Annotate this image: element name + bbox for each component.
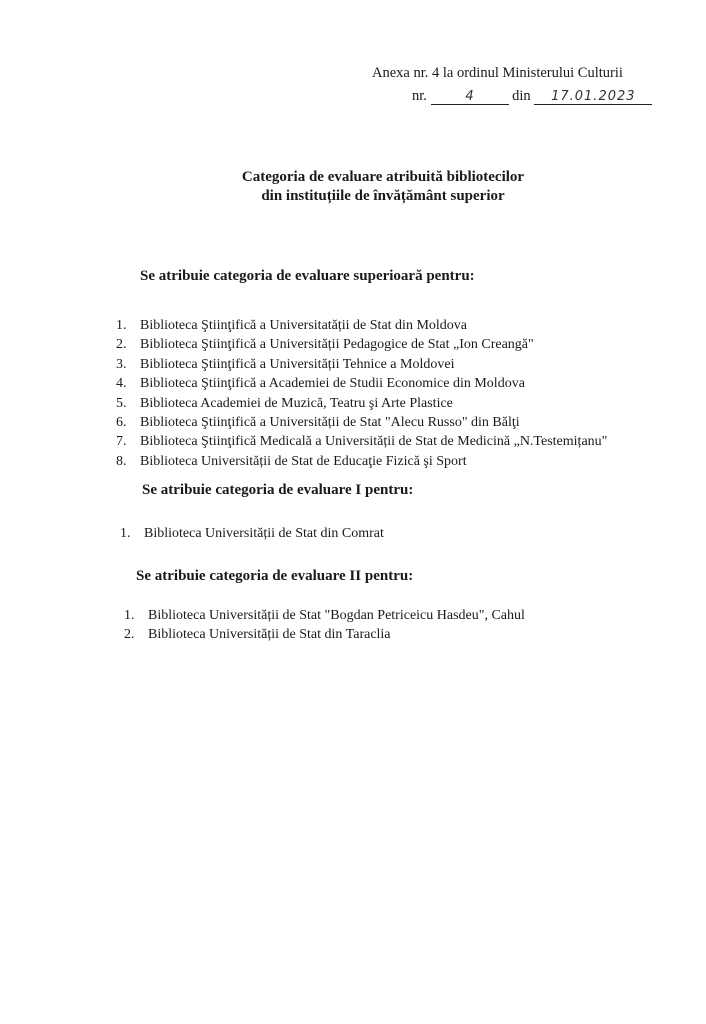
category-ii-library-list	[124, 606, 525, 645]
category-i-library-list	[120, 524, 384, 543]
list-item: 5. Biblioteca Academiei de Muzică, Teatru şi Arte Plastice	[116, 395, 453, 411]
annex-reference: Anexa nr. 4 la ordinul Ministerului Culturii	[372, 65, 623, 81]
list-item: 4. Biblioteca Ştiinţifică a Academiei de Studii Economice din Moldova	[116, 376, 525, 392]
list-item: 6. Biblioteca Ştiinţifică a Universității de Stat "Alecu Russo" din Bălţi	[116, 414, 520, 430]
section-heading-category-i: Se atribuie categoria de evaluare I pentru:	[142, 482, 414, 498]
list-item: 2. Biblioteca Ştiinţifică a Universității Pedagogice de Stat „Ion Creangă"	[116, 337, 534, 353]
title-line-2: din instituțiile de învățământ superior	[261, 188, 505, 204]
title-line-1: Categoria de evaluare atribuită bibliotecilor	[241, 169, 525, 185]
section-heading-superior: Se atribuie categoria de evaluare superioară pentru:	[140, 268, 475, 284]
list-item: 2. Biblioteca Universității de Stat din Taraclia	[124, 627, 391, 643]
list-item: 1. Biblioteca Universității de Stat din Comrat	[120, 526, 384, 541]
section-heading-category-ii: Se atribuie categoria de evaluare II pentru:	[136, 568, 414, 584]
order-number-value: 4	[431, 89, 509, 105]
list-item: 7. Biblioteca Ştiinţifică Medicală a Universității de Stat de Medicină „N.Testemițanu"	[116, 434, 608, 450]
order-number-line	[412, 88, 652, 105]
list-item: 3. Biblioteca Ştiinţifică a Universității Tehnice a Moldovei	[116, 356, 455, 372]
nr-label: nr.	[412, 88, 427, 104]
superior-library-list	[116, 316, 607, 471]
list-item: 1. Biblioteca Ştiinţifică a Universitatății de Stat din Moldova	[116, 318, 467, 333]
list-item: 1. Biblioteca Universității de Stat "Bogdan Petriceicu Hasdeu", Cahul	[124, 608, 525, 623]
order-date-value: 17.01.2023	[534, 89, 652, 105]
din-label: din	[512, 88, 531, 104]
list-item: 8. Biblioteca Universității de Stat de Educaţie Fizică şi Sport	[116, 453, 467, 469]
document-title	[0, 168, 706, 206]
